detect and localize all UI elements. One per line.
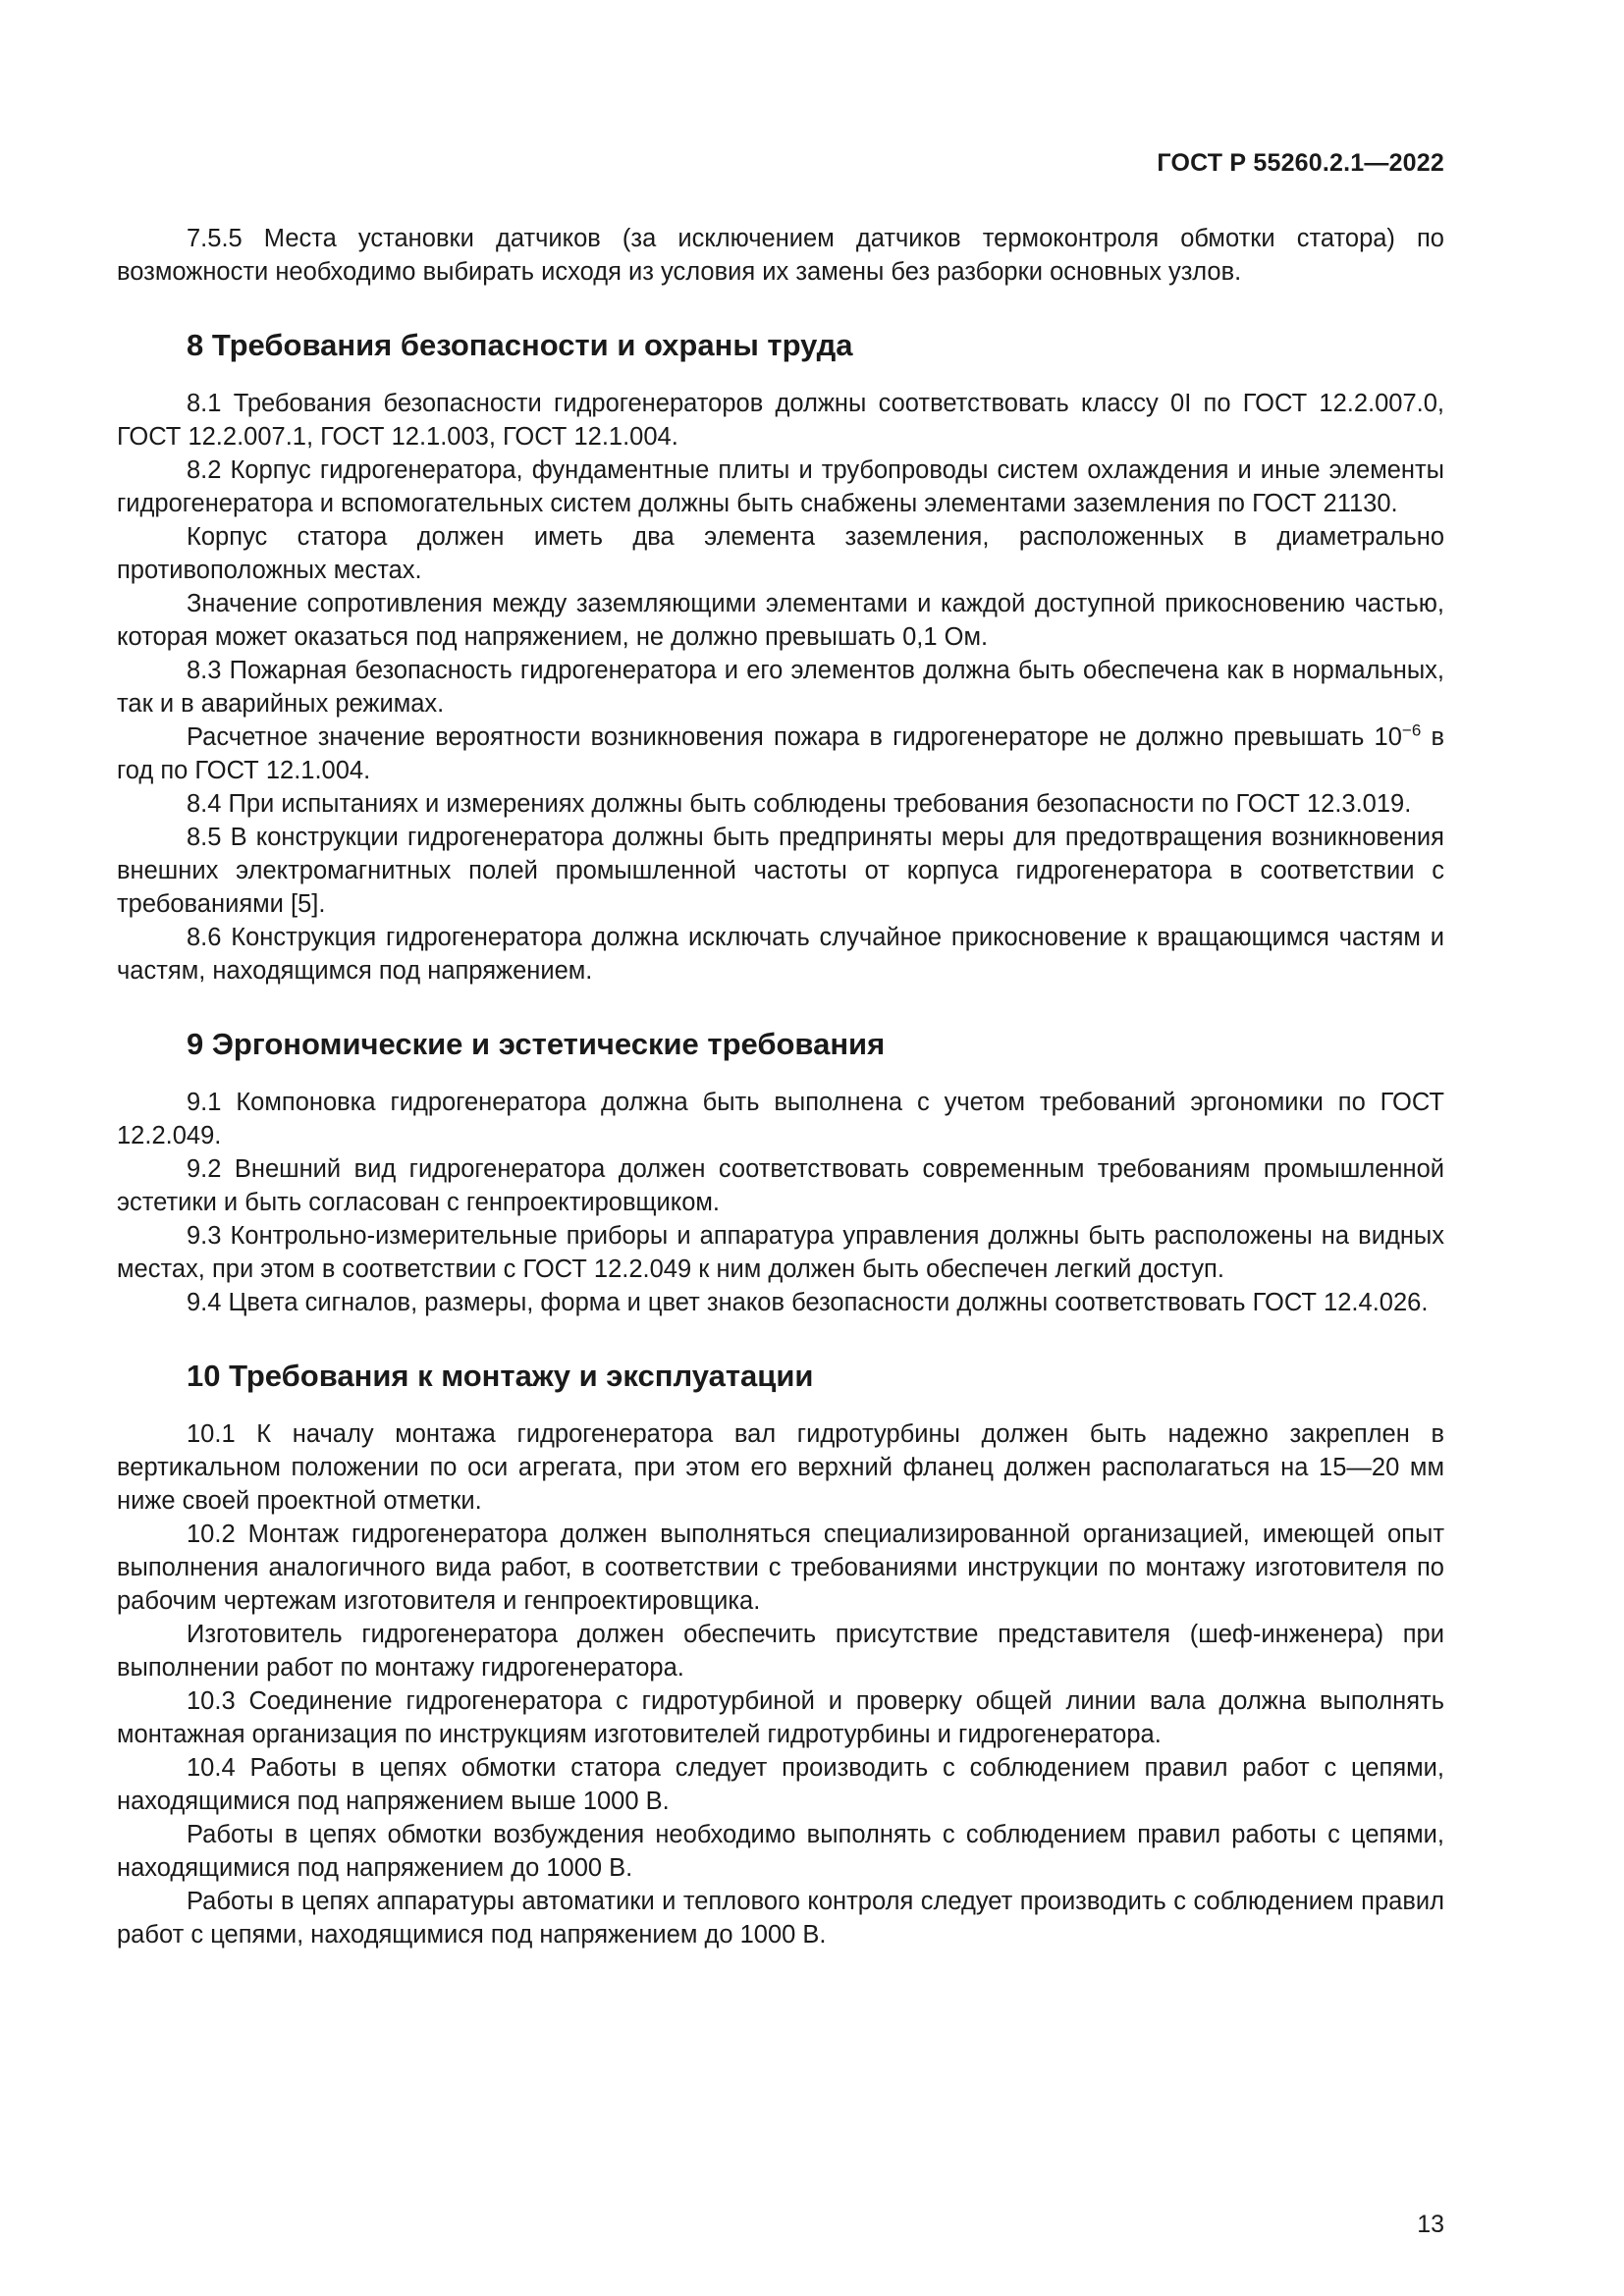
paragraph-9-2: 9.2 Внешний вид гидрогенератора должен соответствовать современным требованиям промышленной эстетики и быть согласован с генпроектировщиком. [117, 1155, 1444, 1216]
probability-text: Расчетное значение вероятности возникновения пожара в гидрогенераторе не должно превышать 10 [187, 723, 1402, 751]
paragraph-8-2-resistance: Значение сопротивления между заземляющими элементами и каждой доступной прикосновению частью, которая может оказаться под напряжением, не должно превышать 0,1 Ом. [117, 590, 1444, 651]
probability-text-end: в год по ГОСТ 12.1.004. [117, 723, 1444, 784]
paragraph-7-5-5: 7.5.5 Места установки датчиков (за исключением датчиков термоконтроля обмотки статора) по возможности необходимо выбирать исходя из условия их замены без разборки основных узлов. [117, 225, 1444, 286]
paragraph-8-3-probability [117, 721, 1444, 787]
paragraph-8-4: 8.4 При испытаниях и измерениях должны быть соблюдены требования безопасности по ГОСТ 12.3.019. [187, 790, 1412, 818]
paragraph-8-6: 8.6 Конструкция гидрогенератора должна исключать случайное прикосновение к вращающимся частям и частям, находящимся под напряжением. [117, 924, 1444, 985]
paragraph-8-2-grounding: Корпус статора должен иметь два элемента заземления, расположенных в диаметрально противоположных местах. [117, 523, 1444, 584]
paragraph-9-3: 9.3 Контрольно-измерительные приборы и аппаратура управления должны быть расположены на видных местах, при этом в соответствии с ГОСТ 12.2.049 к ним должен быть обеспечен легкий доступ. [117, 1222, 1444, 1283]
section-8-heading: 8 Требования безопасности и охраны труда [187, 328, 853, 362]
paragraph-8-1: 8.1 Требования безопасности гидрогенераторов должны соответствовать классу 0I по ГОСТ 12.2.007.0, ГОСТ 12.2.007.1, ГОСТ 12.1.003, ГОСТ 12.1.004. [117, 390, 1444, 451]
paragraph-8-3: 8.3 Пожарная безопасность гидрогенератора и его элементов должна быть обеспечена как в нормальных, так и в аварийных режимах. [117, 657, 1444, 718]
section-10-heading: 10 Требования к монтажу и эксплуатации [187, 1359, 814, 1393]
paragraph-10-4-automation: Работы в цепях аппаратуры автоматики и теплового контроля следует производить с соблюдением правил работ с цепями, находящимися под напряжением до 1000 В. [117, 1888, 1444, 1949]
probability-exponent: −6 [1401, 721, 1422, 740]
section-9-heading: 9 Эргономические и эстетические требования [187, 1027, 886, 1061]
paragraph-10-2: 10.2 Монтаж гидрогенератора должен выполняться специализированной организацией, имеющей опыт выполнения аналогичного вида работ, в соответствии с требованиями инструкции по монтажу изготовителя по рабочим чертежам изготовителя и генпроектировщика. [117, 1521, 1444, 1615]
document-body [117, 222, 1444, 1951]
paragraph-8-5: 8.5 В конструкции гидрогенератора должны быть предприняты меры для предотвращения возникновения внешних электромагнитных полей промышленной частоты от корпуса гидрогенератора в соответствии с требованиями [5]. [117, 824, 1444, 918]
paragraph-10-2-supervisor: Изготовитель гидрогенератора должен обеспечить присутствие представителя (шеф-инженера) при выполнении работ по монтажу гидрогенератора. [117, 1621, 1444, 1682]
page-number: 13 [1417, 2211, 1444, 2238]
paragraph-9-1: 9.1 Компоновка гидрогенератора должна быть выполнена с учетом требований эргономики по ГОСТ 12.2.049. [117, 1089, 1444, 1149]
document-header: ГОСТ Р 55260.2.1—2022 [1157, 149, 1444, 177]
paragraph-8-2: 8.2 Корпус гидрогенератора, фундаментные плиты и трубопроводы систем охлаждения и иные элементы гидрогенератора и вспомогательных систем должны быть снабжены элементами заземления по ГОСТ 21130. [117, 456, 1444, 517]
paragraph-10-3: 10.3 Соединение гидрогенератора с гидротурбиной и проверку общей линии вала должна выполнять монтажная организация по инструкциям изготовителей гидротурбины и гидрогенератора. [117, 1687, 1444, 1748]
paragraph-10-4: 10.4 Работы в цепях обмотки статора следует производить с соблюдением правил работ с цепями, находящимися под напряжением выше 1000 В. [117, 1754, 1444, 1815]
paragraph-9-4: 9.4 Цвета сигналов, размеры, форма и цвет знаков безопасности должны соответствовать ГОСТ 12.4.026. [187, 1289, 1429, 1316]
paragraph-10-1: 10.1 К началу монтажа гидрогенератора вал гидротурбины должен быть надежно закреплен в вертикальном положении по оси агрегата, при этом его верхний фланец должен располагаться на 15—20 мм ниже своей проектной отметки. [117, 1420, 1444, 1515]
paragraph-10-4-excitation: Работы в цепях обмотки возбуждения необходимо выполнять с соблюдением правил работы с цепями, находящимися под напряжением до 1000 В. [117, 1821, 1444, 1882]
